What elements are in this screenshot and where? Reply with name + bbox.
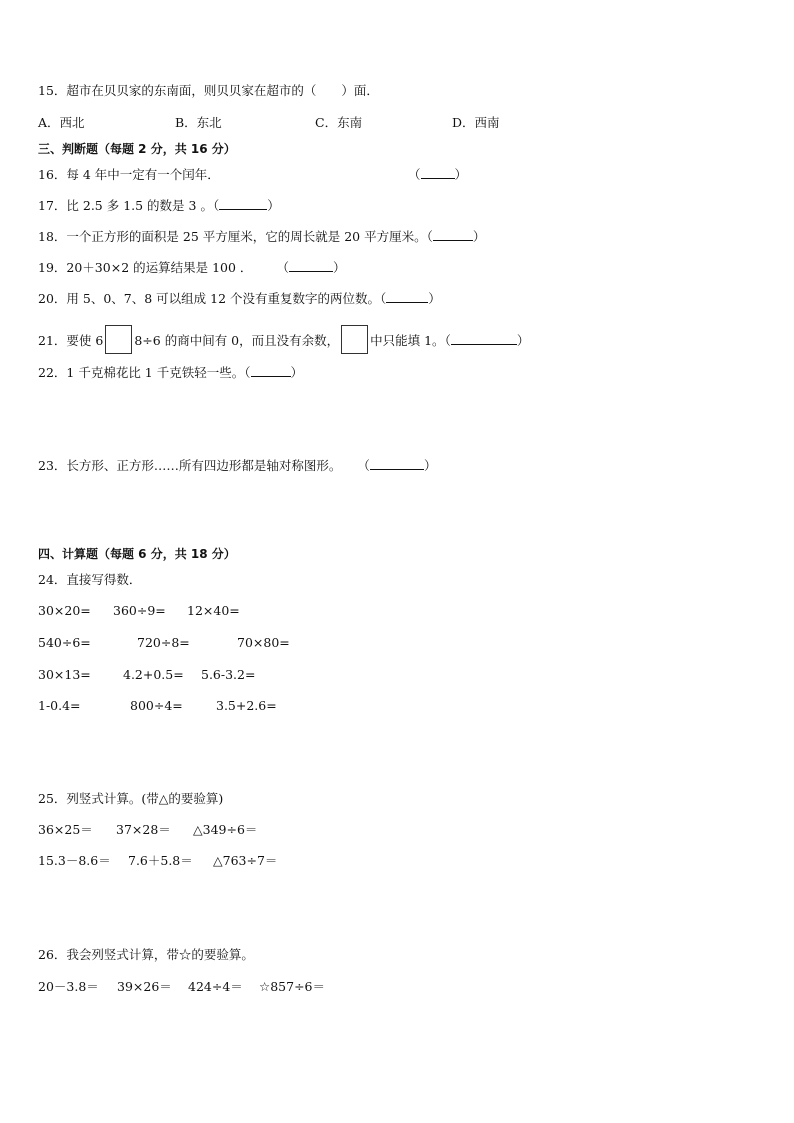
paren-close: ） [332,260,346,275]
section4-title: 四、计算题（每题 6 分，共 18 分） [38,547,236,561]
q24-item: 30×13= [38,667,91,682]
q23-text: 23．长方形、正方形……所有四边形都是轴对称图形。 [38,458,342,473]
q15-option-c: C．东南 [315,115,363,130]
q24-item: 720÷8= [137,635,190,650]
q24-item: 1-0.4= [38,698,81,713]
q19-text: 19．20＋30×2 的运算结果是 100 ． [38,260,253,275]
q26-item: 20－3.8＝ [38,979,99,994]
q22-text: 22．1 千克棉花比 1 千克铁轻一些。 [38,365,245,380]
answer-blank [289,260,333,272]
q26-item: ☆857÷6＝ [259,979,325,994]
q24-item: 4.2+0.5= [123,667,184,682]
q15-option-a: A．西北 [38,115,85,130]
q16-text: 16．每 4 年中一定有一个闰年． [38,167,220,182]
q19-line [38,259,345,277]
q17-line [38,197,280,215]
paren-open: （ [444,333,451,348]
paren-open: （ [408,167,421,182]
paren-close: ） [290,365,304,380]
q21-text-1: 21．要使 6 [38,333,104,348]
q24-item: 3.5+2.6= [216,698,277,713]
paren-close: ） [423,458,437,473]
paren-open: （ [357,458,370,473]
q21-text-2: 8÷6 的商中间有 0，而且没有余数， [134,333,340,348]
paren-close: ） [267,198,280,213]
q21-line [38,327,529,356]
paren-open: （ [212,198,220,213]
q26-text: 26．我会列竖式计算，带☆的要验算。 [38,947,254,962]
paren-close: ） [454,167,468,182]
paren-open: （ [426,229,433,244]
q18-line [38,228,485,246]
paren-open: （ [244,365,251,380]
answer-blank [386,291,428,303]
q15-option-b: B．东北 [175,115,222,130]
q26-item: 424÷4＝ [188,979,243,994]
q24-item: 12×40= [187,603,240,618]
q20-line [38,290,441,308]
answer-blank [370,458,424,470]
paren-open: （ [276,260,289,275]
q24-item: 360÷9= [113,603,166,618]
q15-option-d: D．西南 [452,115,500,130]
q25-item: △349÷6＝ [193,822,258,837]
answer-blank [451,333,517,345]
q24-item: 5.6-3.2= [201,667,256,682]
q21-text-3: 中只能填 1。 [370,333,445,348]
q25-item: 37×28＝ [116,822,171,837]
q25-item: △763÷7＝ [213,853,278,868]
q24-text: 24．直接写得数． [38,572,142,587]
q16-answer [408,166,467,184]
paren-close: ） [472,229,486,244]
answer-blank [433,229,473,241]
q25-text: 25．列竖式计算。(带△的要验算) [38,791,224,806]
q15-text: 15．超市在贝贝家的东南面，则贝贝家在超市的（ ）面． [38,83,379,98]
q25-item: 36×25＝ [38,822,93,837]
q23-line [38,457,436,475]
q18-text: 18．一个正方形的面积是 25 平方厘米，它的周长就是 20 平方厘米。 [38,229,427,244]
q22-line [38,364,303,382]
answer-blank [219,198,267,210]
digit-box [105,325,132,354]
answer-blank [251,365,291,377]
paren-close: ） [428,291,441,306]
q25-item: 15.3－8.6＝ [38,853,111,868]
q20-text: 20．用 5、0、7、8 可以组成 12 个没有重复数字的两位数。 [38,291,381,306]
q24-item: 70×80= [237,635,290,650]
digit-box [341,325,368,354]
q17-text: 17．比 2.5 多 1.5 的数是 3 。 [38,198,213,213]
q24-item: 540÷6= [38,635,91,650]
section3-title: 三、判断题（每题 2 分，共 16 分） [38,142,236,156]
q24-item: 30×20= [38,603,91,618]
q26-item: 39×26＝ [117,979,172,994]
q25-item: 7.6＋5.8＝ [128,853,193,868]
q24-item: 800÷4= [130,698,183,713]
answer-blank [421,167,455,179]
paren-open: （ [380,291,387,306]
paren-close: ） [516,333,530,348]
